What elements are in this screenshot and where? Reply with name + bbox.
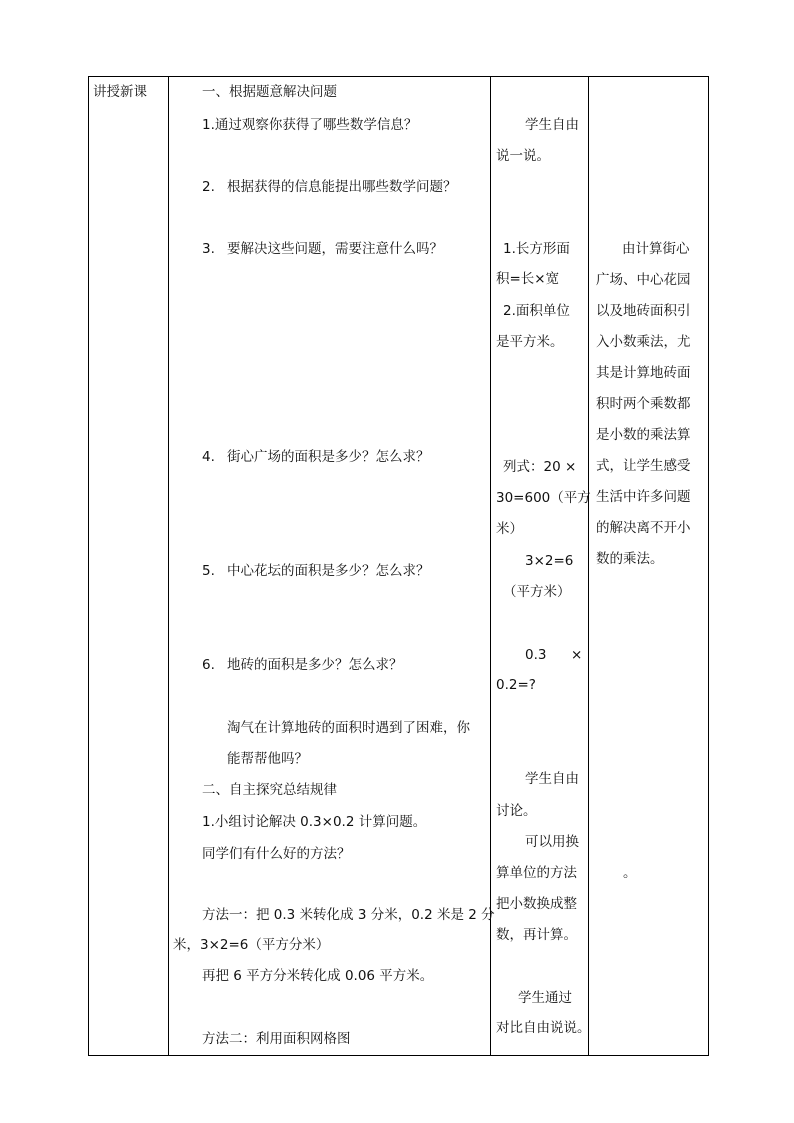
method-1-line-1: 方法一：把 0.3 米转化成 3 分米，0.2 米是 2 分 [202, 907, 495, 923]
student-note-7-line-1: 学生通过 [518, 990, 572, 1006]
student-note-3-line-2: 30=600（平方 [496, 490, 591, 506]
question-6-number: 6. [202, 657, 215, 673]
student-activity-cell [491, 77, 589, 1056]
student-note-2-line-4: 是平方米。 [496, 334, 564, 350]
intent-dot: 。 [623, 865, 637, 881]
student-note-2-line-3: 2.面积单位 [503, 303, 570, 319]
method-1-line-2: 米，3×2=6（平方分米） [173, 937, 330, 953]
intent-line-5: 其是计算地砖面 [596, 365, 691, 381]
student-note-1-line-2: 说一说。 [496, 148, 550, 164]
part2-title: 二、自主探究总结规律 [202, 782, 337, 798]
student-note-3-line-4: 3×2=6 [525, 553, 574, 569]
question-4-number: 4. [202, 449, 215, 465]
student-note-6-line-3: 把小数换成整 [496, 896, 577, 912]
student-note-2-line-2: 积=长×宽 [496, 271, 560, 287]
student-note-6-line-4: 数，再计算。 [496, 927, 577, 943]
student-note-6-line-1: 可以用换 [525, 834, 579, 850]
student-note-7-line-2: 对比自由说说。 [496, 1020, 591, 1036]
student-note-4-line-2: 0.2=? [496, 677, 536, 693]
question-5: 中心花坛的面积是多少？怎么求？ [227, 563, 430, 579]
intent-line-4: 入小数乘法，尤 [596, 334, 691, 350]
intent-line-8: 式，让学生感受 [596, 458, 691, 474]
question-2-number: 2. [202, 179, 215, 195]
intent-line-3: 以及地砖面积引 [596, 303, 691, 319]
intent-line-11: 数的乘法。 [596, 551, 664, 567]
student-note-3-line-1: 列式：20 × [503, 459, 577, 475]
intent-line-7: 是小数的乘法算 [596, 427, 691, 443]
intent-line-6: 积时两个乘数都 [596, 396, 691, 412]
student-note-4-line-1: 0.3 [525, 647, 547, 663]
method-2: 方法二：利用面积网格图 [202, 1031, 351, 1047]
content-cell [169, 77, 495, 1056]
student-note-1-line-1: 学生自由 [525, 117, 579, 133]
section-cell [89, 77, 169, 1056]
question-6: 地砖的面积是多少？怎么求？ [227, 657, 403, 673]
intent-line-10: 的解决离不开小 [596, 520, 691, 536]
student-note-6-line-2: 算单位的方法 [496, 865, 577, 881]
question-2: 根据获得的信息能提出哪些数学问题？ [227, 179, 457, 195]
help-line-2: 能帮帮他吗？ [227, 751, 308, 767]
table-row [89, 77, 709, 1056]
part2-item-1: 1.小组讨论解决 0.3×0.2 计算问题。 [202, 814, 427, 830]
student-note-3-line-5: （平方米） [503, 584, 571, 600]
question-5-number: 5. [202, 563, 215, 579]
question-4: 街心广场的面积是多少？怎么求？ [227, 449, 430, 465]
question-3-number: 3. [202, 241, 215, 257]
intent-line-9: 生活中许多问题 [596, 489, 691, 505]
question-3: 要解决这些问题，需要注意什么吗？ [227, 241, 443, 257]
student-note-2-line-1: 1.长方形面 [503, 241, 570, 257]
student-note-5-line-1: 学生自由 [525, 771, 579, 787]
question-1: 1.通过观察你获得了哪些数学信息？ [202, 117, 418, 133]
section-label: 讲授新课 [93, 84, 147, 100]
intent-line-2: 广场、中心花园 [596, 272, 691, 288]
design-intent-cell [589, 77, 709, 1056]
lesson-plan-table [88, 76, 709, 1056]
part2-question: 同学们有什么好的方法？ [202, 846, 351, 862]
help-line-1: 淘气在计算地砖的面积时遇到了困难，你 [227, 720, 470, 736]
student-note-3-line-3: 米） [496, 521, 523, 537]
intent-line-1: 由计算街心 [622, 241, 690, 257]
student-note-5-line-2: 讨论。 [496, 803, 537, 819]
method-1-line-3: 再把 6 平方分米转化成 0.06 平方米。 [202, 968, 434, 984]
part1-title: 一、根据题意解决问题 [202, 84, 337, 100]
student-note-4-times: × [571, 647, 583, 663]
